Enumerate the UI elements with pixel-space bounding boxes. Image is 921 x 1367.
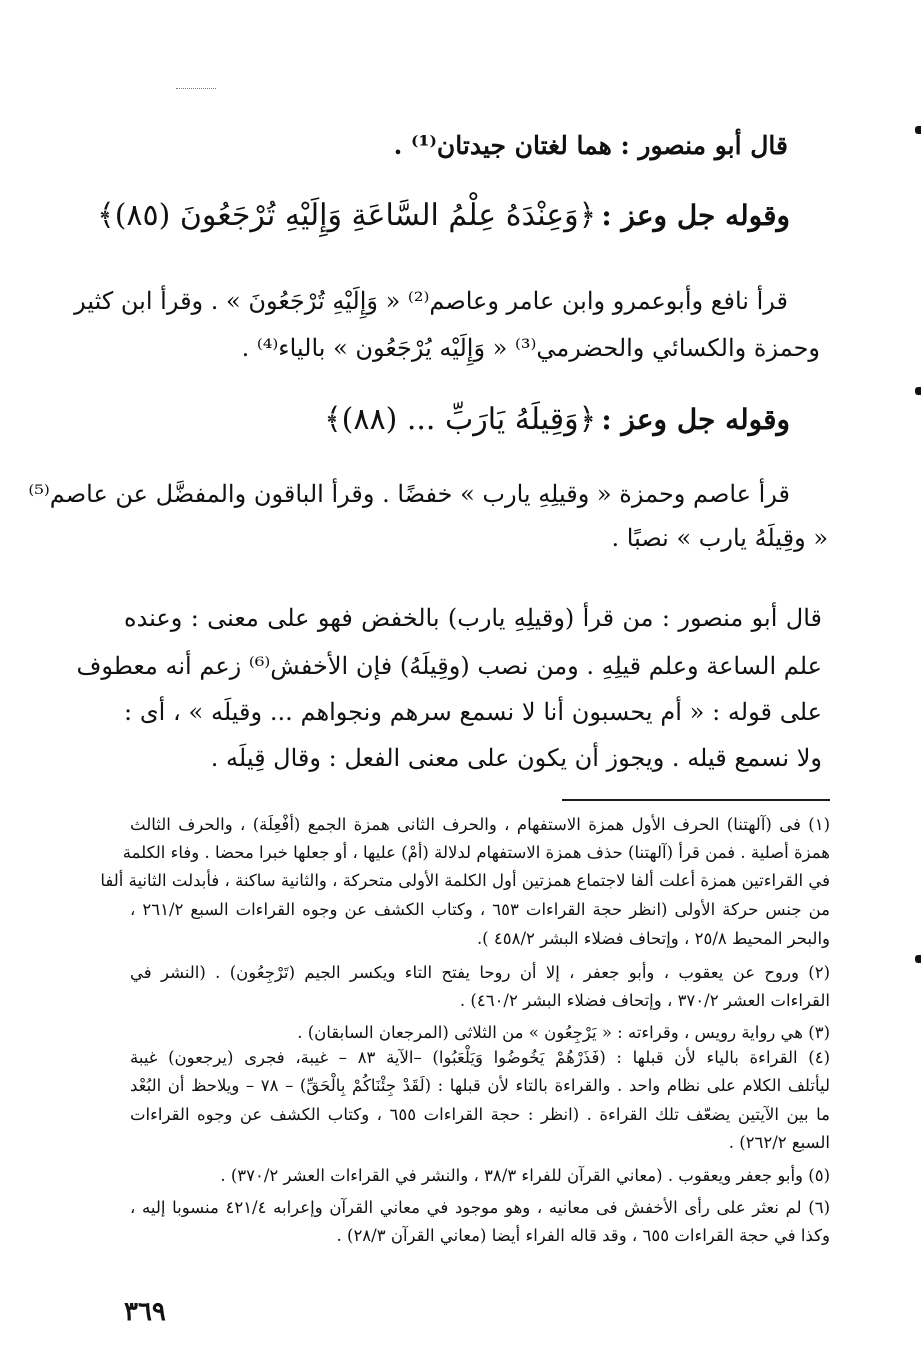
- footnote-separator: [562, 799, 830, 801]
- reading-paragraph-line: وحمزة والكسائي والحضرمي⁽³⁾ « وَإِلَيْه يُرْجَعُون » بالياء⁽⁴⁾ .: [241, 334, 820, 362]
- footnote-line: ليأتلف الكلام على نظام واحد . والقراءة بالتاء لأن قبلها : (لَقَدْ جِئْنَاكُمْ بِالْحَقِّ) – ٧٨ – ويلاحظ أن البُعْد: [130, 1076, 830, 1095]
- paragraph-opening: قال أبو منصور : هما لغتان جيدتان⁽¹⁾ .: [393, 131, 788, 160]
- verse-lead: وقوله جل وعز :: [601, 403, 790, 436]
- verse-heading-85: [97, 194, 790, 238]
- verse-heading-88: [300, 398, 790, 442]
- footnote-line: (٢) وروح عن يعقوب ، وأبو جعفر ، إلا أن روحا يفتح التاء ويكسر الجيم (تَرْجِعُون) . (النشر في: [130, 963, 830, 982]
- footnote-line: من جنس حركة الأولى (انظر حجة القراءات ٦٥٣ ، وكتاب الكشف عن وجوه القراءات السبع ٢٦١/٢ ،: [130, 900, 831, 919]
- commentary-paragraph-line: علم الساعة وعلم قيلِهِ . ومن نصب (وقِيلَهُ) فإن الأخفش⁽⁶⁾ زعم أنه معطوف: [76, 652, 822, 680]
- footnote-line: ما بين الآيتين يضعّف تلك القراءة . (انظر : حجة القراءات ٦٥٥ ، وكتاب الكشف عن وجوه القراءات: [130, 1105, 830, 1124]
- scan-speck: [176, 88, 216, 92]
- commentary-paragraph-line: على قوله : « أم يحسبون أنا لا نسمع سرهم ونجواهم ... وقيلَه » ، أى :: [124, 698, 822, 726]
- binding-mark: [915, 387, 921, 395]
- footnote-line: والبحر المحيط ٢٥/٨ ، وإتحاف فضلاء البشر ٤٥٨/٢ ).: [476, 929, 830, 948]
- footnote-line: (١) فى (آلهتنا) الحرف الأول همزة الاستفهام ، والحرف الثانى همزة الجمع (أفْعِلَة) ، والحرف الثالث: [130, 815, 830, 834]
- binding-mark: [915, 126, 921, 134]
- page-number: ٣٦٩: [124, 1297, 166, 1327]
- footnote-line: السبع ٢٦٢/٢) .: [728, 1133, 830, 1152]
- footnote-line: وكذا في حجة القراءات ٦٥٥ ، وقد قاله الفراء أيضا (معاني القرآن ٢٨/٣) .: [336, 1226, 830, 1245]
- binding-mark: [915, 955, 921, 963]
- footnote-line: (٥) وأبو جعفر ويعقوب . (معاني القرآن للفراء ٣٨/٣ ، والنشر في القراءات العشر ٣٧٠/٢) .: [220, 1166, 830, 1185]
- commentary-paragraph-line: قال أبو منصور : من قرأ (وقيلِهِ يارب) بالخفض فهو على معنى : وعنده: [124, 604, 822, 632]
- quran-verse: ﴿وَعِنْدَهُ عِلْمُ السَّاعَةِ وَإِلَيْهِ تُرْجَعُونَ (٨٥)﴾: [97, 198, 597, 233]
- footnote-line: (٤) القراءة بالياء لأن قبلها : (فَذَرْهُمْ يَخُوضُوا وَيَلْعَبُوا) –الآية ٨٣ – غيبة، فجرى (يرجعون) غيبة: [130, 1048, 830, 1067]
- verse-lead: وقوله جل وعز :: [601, 199, 790, 232]
- footnote-line: في القراءتين همزة أعلت ألفا لاجتماع همزتين أول الكلمة الأولى متحركة ، والثانية ساكنة ، فأبدلت الثانية ألفا: [100, 871, 830, 890]
- reading-paragraph-line: قرأ عاصم وحمزة « وقيلِهِ يارب » خفضًا . وقرأ الباقون والمفضَّل عن عاصم⁽⁵⁾: [28, 480, 790, 508]
- quran-verse: ﴿وَقِيلَهُ يَارَبِّ ... (٨٨)﴾: [324, 402, 597, 437]
- footnote-line: القراءات العشر ٣٧٠/٢ ، وإتحاف فضلاء البشر ٤٦٠/٢) .: [459, 991, 830, 1010]
- footnote-line: همزة أصلية . فمن قرأ (آلهتنا) حذف همزة الاستفهام لدلالة (أمْ) عليها ، أو جعلها خبرا محضا . وفاء الكلمة: [122, 843, 830, 862]
- commentary-paragraph-line: ولا نسمع قيله . ويجوز أن يكون على معنى الفعل : وقال قِيلَه .: [210, 744, 822, 772]
- reading-paragraph-line: قرأ نافع وأبوعمرو وابن عامر وعاصم⁽²⁾ « وَإِلَيْهِ تُرْجَعُونَ » . وقرأ ابن كثير: [74, 287, 788, 315]
- reading-paragraph-line: « وقِيلَهُ يارب » نصبًا .: [611, 524, 828, 552]
- footnote-line: (٣) هي رواية رويس ، وقراءته : « يَرْجِعُون » من الثلاثى (المرجعان السابقان) .: [297, 1023, 830, 1042]
- footnote-line: (٦) لم نعثر على رأى الأخفش فى معانيه ، وهو موجود في معاني القرآن وإعرابه ٤٢١/٤ منسوبا إليه ،: [130, 1198, 830, 1217]
